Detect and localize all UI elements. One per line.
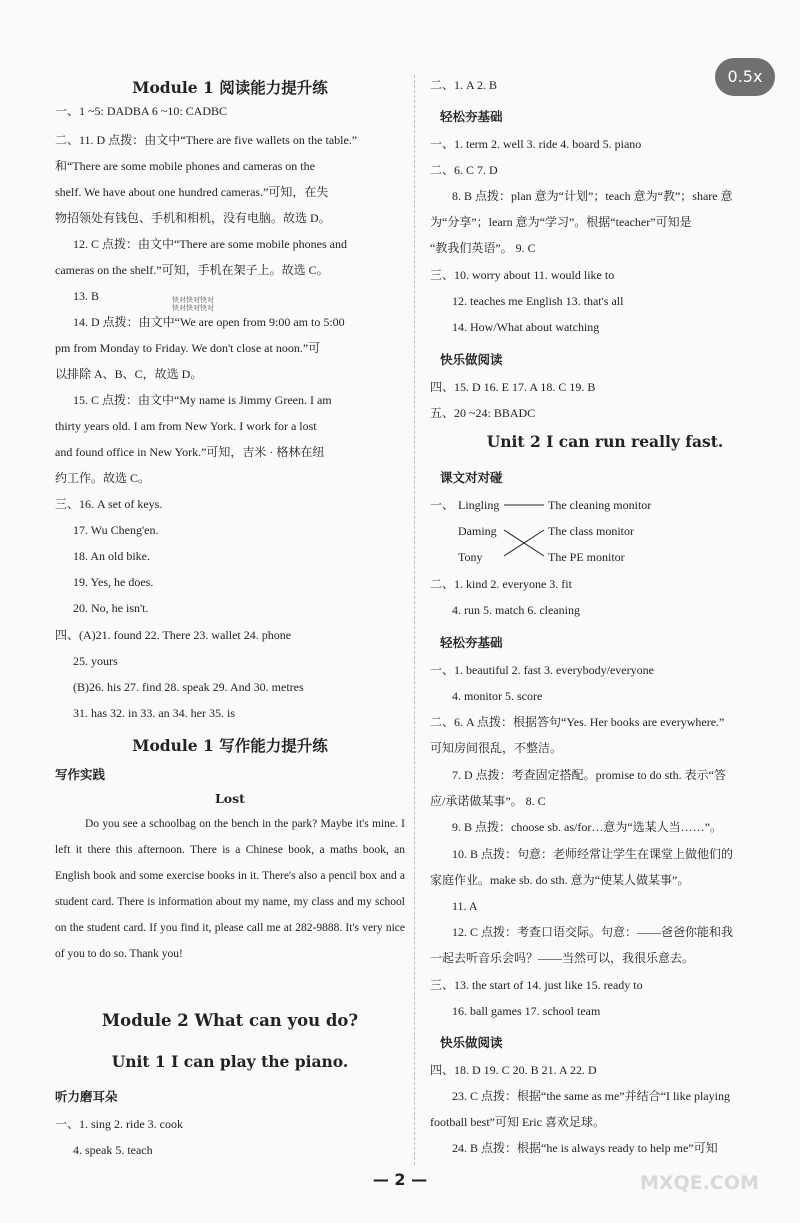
- section-easy-basics-1: 轻松夯基础: [440, 109, 503, 124]
- section-text-match: 课文对对碰: [440, 470, 503, 485]
- answer-line: 4. speak 5. teach: [73, 1143, 153, 1157]
- answer-line: 25. yours: [73, 654, 118, 668]
- answer-line: 二、6. C 7. D: [430, 163, 498, 177]
- answer-line: 可知房间很乱，不整洁。: [430, 741, 563, 755]
- match-right-3: The PE monitor: [548, 550, 625, 564]
- module1-reading-title: Module 1 阅读能力提升练: [132, 78, 328, 97]
- answer-line: 二、1. kind 2. everyone 3. fit: [430, 577, 572, 591]
- answer-line: 19. Yes, he does.: [73, 575, 154, 589]
- answer-line: 12. C 点拨：由文中“There are some mobile phones and: [73, 237, 347, 251]
- match-prefix: 一、: [430, 498, 455, 512]
- column-divider: [414, 75, 415, 1165]
- section-happy-reading-2: 快乐做阅读: [440, 1035, 503, 1050]
- answer-line: 以排除 A、B、C，故选 D。: [55, 367, 203, 381]
- answer-line: 12. teaches me English 13. that's all: [452, 294, 624, 308]
- answer-line: 31. has 32. in 33. an 34. her 35. is: [73, 706, 235, 720]
- answer-line: 11. A: [452, 899, 478, 913]
- section-writing-practice: 写作实践: [55, 767, 106, 782]
- answer-line: 7. D 点拨：考查固定搭配。promise to do sth. 表示“答: [452, 768, 726, 782]
- essay-body: Do you see a schoolbag on the bench in the park? Maybe it's mine. I left it there this afternoon. There is a Chinese book, a maths book, an English book and some exercise books in it. There's also a pencil box and a student card. There is information about my name, my class and my school on the student card. If you find it, please call me at 282-9888. It's very nice of you to do so. Thank you!: [55, 818, 405, 960]
- answer-line: 13. B: [73, 289, 100, 303]
- unit1-title: Unit 1 I can play the piano.: [111, 1052, 349, 1071]
- answer-line: 物招领处有钱包、手机和相机，没有电脑。故选 D。: [55, 211, 331, 225]
- match-left-2: Daming: [458, 524, 497, 538]
- answer-line: 一、1. sing 2. ride 3. cook: [55, 1117, 183, 1131]
- answer-line: cameras on the shelf.”可知，手机在架子上。故选 C。: [55, 263, 329, 277]
- answer-line: 16. ball games 17. school team: [452, 1004, 601, 1018]
- answer-line: 三、16. A set of keys.: [55, 497, 163, 511]
- answer-line: 约工作。故选 C。: [55, 471, 151, 485]
- match-left-3: Tony: [458, 550, 483, 564]
- answer-line: 二、1. A 2. B: [430, 78, 498, 92]
- match-right-2: The class monitor: [548, 524, 634, 538]
- answer-line: 8. B 点拨：plan 意为“计划”；teach 意为“教”；share 意: [452, 189, 733, 203]
- answer-line: thirty years old. I am from New York. I work for a lost: [55, 419, 317, 433]
- answer-line: 14. How/What about watching: [452, 320, 600, 334]
- answer-line: 18. An old bike.: [73, 549, 150, 563]
- answer-line: 和“There are some mobile phones and cameras on the: [55, 159, 315, 173]
- answer-line: 二、6. A 点拨：根据答句“Yes. Her books are everywhere.”: [430, 715, 725, 729]
- answer-line: 12. C 点拨：考查口语交际。句意：——爸爸你能和我: [452, 925, 734, 939]
- answer-line: football best”可知 Eric 喜欢足球。: [430, 1115, 605, 1129]
- answer-line: 一、1. term 2. well 3. ride 4. board 5. piano: [430, 137, 642, 151]
- answer-line: 10. B 点拨：句意：老师经常让学生在课堂上做他们的: [452, 847, 734, 861]
- answer-line: 23. C 点拨：根据“the same as me”并结合“I like playing: [452, 1089, 730, 1103]
- tag-line-1: 快对快对快对: [172, 296, 214, 304]
- answer-line: 四、(A)21. found 22. There 23. wallet 24. phone: [55, 628, 292, 642]
- answer-line: 15. C 点拨：由文中“My name is Jimmy Green. I am: [73, 393, 332, 407]
- answer-line: 4. monitor 5. score: [452, 689, 543, 703]
- match-left-1: Lingling: [458, 498, 500, 512]
- answer-line: “教我们英语”。 9. C: [430, 241, 536, 255]
- section-listening: 听力磨耳朵: [55, 1089, 118, 1104]
- unit2-title: Unit 2 I can run really fast.: [486, 432, 724, 451]
- answer-line: 20. No, he isn't.: [73, 601, 149, 615]
- answer-line: 为“分享”；learn 意为“学习”。根据“teacher”可知是: [430, 215, 692, 229]
- small-stamp-tag: [172, 296, 214, 312]
- answer-line: 三、13. the start of 14. just like 15. ready to: [430, 978, 643, 992]
- answer-line: 应/承诺做某事”。 8. C: [430, 794, 546, 808]
- answer-line: 4. run 5. match 6. cleaning: [452, 603, 580, 617]
- answer-line: 四、18. D 19. C 20. B 21. A 22. D: [430, 1063, 597, 1077]
- essay-title: Lost: [215, 791, 245, 806]
- answer-line: shelf. We have about one hundred cameras.”可知，在失: [55, 185, 329, 199]
- module1-writing-title: Module 1 写作能力提升练: [132, 736, 328, 755]
- site-watermark: MXQE.COM: [640, 1172, 759, 1194]
- answer-line: 14. D 点拨：由文中“We are open from 9:00 am to 5:00: [73, 315, 345, 329]
- answer-line: and found office in New York.”可知，吉米 · 格林在纽: [55, 445, 325, 459]
- match-right-1: The cleaning monitor: [548, 498, 652, 512]
- module2-title: Module 2 What can you do?: [101, 1011, 359, 1030]
- answer-line: 四、15. D 16. E 17. A 18. C 19. B: [430, 380, 596, 394]
- answer-line: 一起去听音乐会吗？——当然可以，我很乐意去。: [430, 951, 695, 965]
- page-number: — 2 —: [372, 1170, 428, 1189]
- answer-line: 9. B 点拨：choose sb. as/for…意为“选某人当……”。: [452, 820, 722, 834]
- answer-line: pm from Monday to Friday. We don't close at noon.”可: [55, 341, 321, 355]
- section-easy-basics-2: 轻松夯基础: [440, 635, 503, 650]
- answer-line: 一、1. beautiful 2. fast 3. everybody/everyone: [430, 663, 654, 677]
- answer-line: (B)26. his 27. find 28. speak 29. And 30. metres: [73, 680, 304, 694]
- playback-speed-badge[interactable]: 0.5x: [715, 58, 775, 96]
- section-happy-reading-1: 快乐做阅读: [440, 352, 503, 367]
- answer-line: 17. Wu Cheng'en.: [73, 523, 159, 537]
- tag-line-2: 快对快对快对: [172, 304, 214, 312]
- answer-line: 24. B 点拨：根据“he is always ready to help me”可知: [452, 1141, 718, 1155]
- answer-line: 五、20 ~24: BBADC: [430, 406, 536, 420]
- answer-line: 三、10. worry about 11. would like to: [430, 268, 615, 282]
- answer-line: 一、1 ~5: DADBA 6 ~10: CADBC: [55, 104, 228, 118]
- answer-line: 二、11. D 点拨：由文中“There are five wallets on the table.”: [55, 133, 358, 147]
- answer-line: 家庭作业。make sb. do sth. 意为“使某人做某事”。: [430, 873, 690, 887]
- matching-lines: [430, 490, 560, 570]
